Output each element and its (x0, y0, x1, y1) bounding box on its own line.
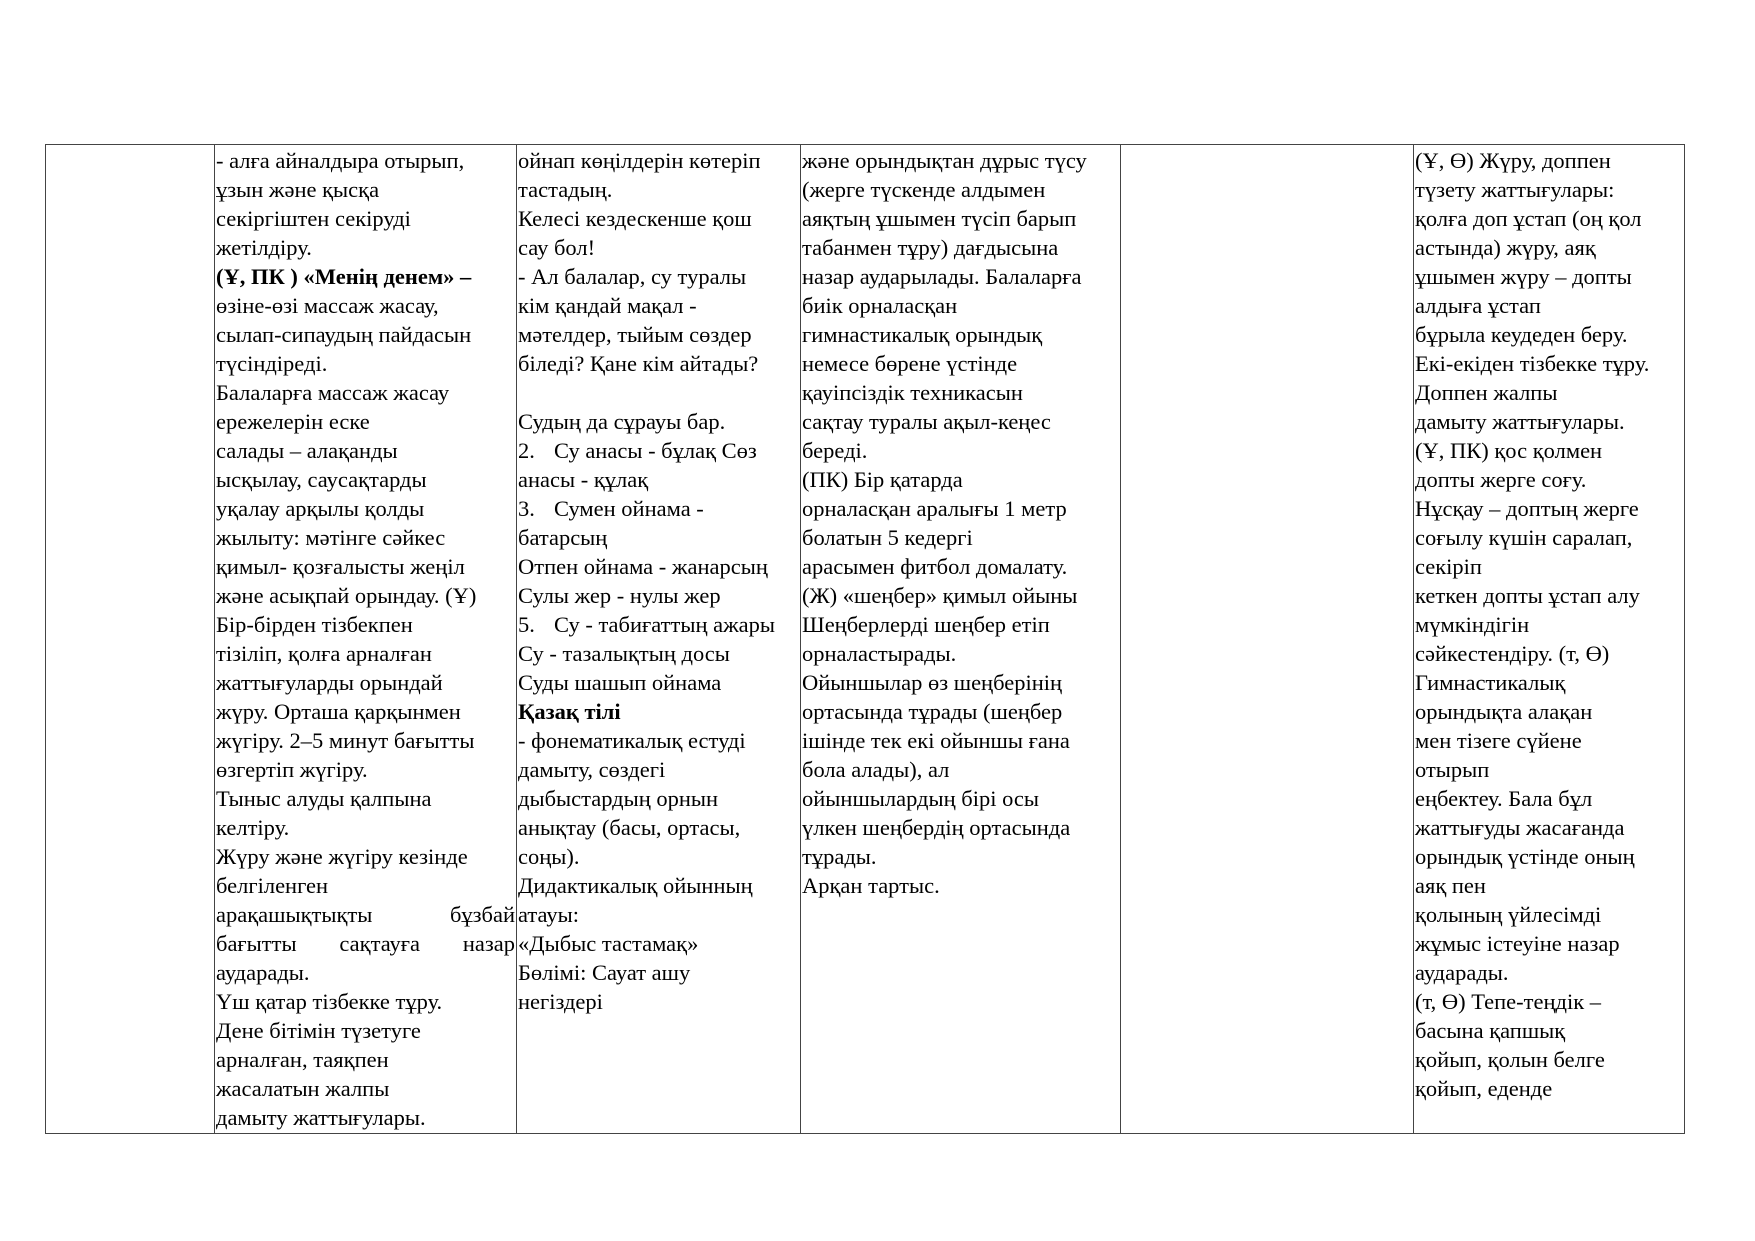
text-line: бұрыла кеудеден беру. (1415, 322, 1628, 347)
text-line: аяқ пен (1415, 873, 1486, 898)
text-line: жылыту: мәтінге сәйкес (216, 525, 446, 550)
text-line: өзіне-өзі массаж жасау, (216, 293, 439, 318)
text-line: ережелерін еске (216, 409, 370, 434)
text-line: «Дыбыс тастамақ» (518, 931, 699, 956)
text-line: секіргіштен секіруді (216, 206, 411, 231)
text-line: орналасқан аралығы 1 метр (802, 496, 1067, 521)
text-line: Жүру және жүгіру кезінде (216, 844, 468, 869)
text-line: және орындықтан дұрыс түсу (802, 148, 1087, 173)
text-line: ойыншылардың бірі осы (802, 786, 1040, 811)
text-line: (жерге түскенде алдымен (802, 177, 1046, 202)
text-line: Ойыншылар өз шеңберінің (802, 670, 1063, 695)
text-line: аударады. (216, 960, 310, 985)
text-line: сақтау туралы ақыл-кеңес (802, 409, 1051, 434)
text-line: еңбектеу. Бала бұл (1415, 786, 1593, 811)
text-line: аударады. (1415, 960, 1509, 985)
text-line: Суды шашып ойнама (518, 670, 722, 695)
text-line: допты жерге соғу. (1415, 467, 1587, 492)
text-line: - алға айналдыра отырып, (216, 148, 465, 173)
text-line: жүгіру. 2–5 минут бағытты (216, 728, 475, 753)
text-line: біледі? Қане кім айтады? (518, 351, 759, 376)
text-line: соңы). (518, 844, 580, 869)
text-line: ысқылау, саусақтарды (216, 467, 427, 492)
text-line: кім қандай мақал - (518, 293, 697, 318)
text-line: Гимнастикалық (1415, 670, 1566, 695)
text-line (518, 610, 799, 639)
text-line: орындықта алақан (1415, 699, 1593, 724)
text-line: дыбыстардың орнын (518, 786, 719, 811)
text-line: гимнастикалық орындық (802, 322, 1043, 347)
text-line: анықтау (басы, ортасы, (518, 815, 741, 840)
text-line: Келесі кездескенше қош (518, 206, 752, 231)
text-word: арақашықтықты (216, 902, 373, 927)
text-line: белгіленген (216, 873, 329, 898)
text-line: (Ж) «шеңбер» қимыл ойыны (802, 583, 1078, 608)
list-item-text: Су - табиғаттың ажары (554, 612, 775, 637)
text-line: қолға доп ұстап (оң қол (1415, 206, 1642, 231)
text-line: жұмыс істеуіне назар (1415, 931, 1620, 956)
list-item-text: Су анасы - бұлақ Сөз (554, 438, 757, 463)
text-line: сылап-сипаудың пайдасын (216, 322, 472, 347)
text-line: отырып (1415, 757, 1490, 782)
text-line: соғылу күшін саралап, (1415, 525, 1633, 550)
text-line: атауы: (518, 902, 579, 927)
text-line: Отпен ойнама - жанарсың (518, 554, 768, 579)
text-line: ойнап көңілдерін көтеріп (518, 148, 761, 173)
text-line: арналған, таяқпен (216, 1047, 389, 1072)
text-line: тізіліп, қолға арналған (216, 641, 432, 666)
text-line: ұшымен жүру – допты (1415, 264, 1632, 289)
text-line: ішінде тек екі ойыншы ғана (802, 728, 1070, 753)
text-line (518, 494, 799, 523)
table-cell-col5 (1121, 145, 1414, 1134)
text-line: жаттығуларды орындай (216, 670, 443, 695)
text-line: Дене бітімін түзетуге (216, 1018, 421, 1043)
bold-heading-line: (Ұ, ПК ) «Менің денем» – (216, 264, 472, 289)
text-line: секіріп (1415, 554, 1482, 579)
list-number: 3. (518, 496, 535, 521)
text-line: ұзын және қысқа (216, 177, 380, 202)
table-row (46, 145, 1685, 1134)
text-line: орындық үстінде оның (1415, 844, 1635, 869)
text-line: дамыту жаттығулары. (1415, 409, 1625, 434)
text-line: жетілдіру. (216, 235, 312, 260)
text-line: ортасында тұрады (шеңбер (802, 699, 1063, 724)
text-line: өзгертіп жүгіру. (216, 757, 368, 782)
text-line: береді. (802, 438, 868, 463)
blank-line (518, 378, 799, 407)
text-line: Судың да сұрауы бар. (518, 409, 726, 434)
text-line: (ПК) Бір қатарда (802, 467, 963, 492)
text-line: үлкен шеңбердің ортасында (802, 815, 1071, 840)
text-line: батарсың (518, 525, 608, 550)
text-word: сақтауға (339, 931, 421, 956)
text-line: орналастырады. (802, 641, 957, 666)
text-line: Тыныс алуды қалпына (216, 786, 432, 811)
text-word: бағытты (216, 931, 297, 956)
text-line: Сулы жер - нулы жер (518, 583, 721, 608)
text-line: аяқтың ұшымен түсіп барып (802, 206, 1077, 231)
text-line: Доппен жалпы (1415, 380, 1558, 405)
text-line: негіздері (518, 989, 603, 1014)
text-line: Дидактикалық ойынның (518, 873, 753, 898)
text-line: тұрады. (802, 844, 877, 869)
text-line: келтіру. (216, 815, 290, 840)
list-number: 5. (518, 612, 535, 637)
text-line: биік орналасқан (802, 293, 958, 318)
text-line: болатын 5 кедергі (802, 525, 973, 550)
text-line: анасы - құлақ (518, 467, 649, 492)
text-line: арасымен фитбол домалату. (802, 554, 1068, 579)
text-line: - фонематикалық естуді (518, 728, 746, 753)
bold-heading-line: Қазақ тілі (518, 699, 621, 724)
text-line (216, 900, 515, 929)
text-line: тастадың. (518, 177, 613, 202)
text-word: назар (462, 931, 515, 956)
text-line: Бөлімі: Сауат ашу (518, 960, 691, 985)
text-line: Бір-бірден тізбекпен (216, 612, 413, 637)
table-cell-col1 (46, 145, 215, 1134)
table-cell-col3 (517, 145, 801, 1134)
text-line: жаттығуды жасағанда (1415, 815, 1625, 840)
text-line: түсіндіреді. (216, 351, 328, 376)
text-line: түзету жаттығулары: (1415, 177, 1615, 202)
text-line: астында) жүру, аяқ (1415, 235, 1596, 260)
text-line: басына қапшық (1415, 1018, 1566, 1043)
text-line (216, 929, 515, 958)
text-line: қойып, еденде (1415, 1076, 1553, 1101)
text-line: салады – алақанды (216, 438, 398, 463)
text-line: мен тізеге сүйене (1415, 728, 1582, 753)
text-line: табанмен тұру) дағдысына (802, 235, 1059, 260)
text-line: бола алады), ал (802, 757, 950, 782)
table-cell-col2 (215, 145, 517, 1134)
text-line: немесе бөрене үстінде (802, 351, 1018, 376)
text-line: - Ал балалар, су туралы (518, 264, 747, 289)
text-line: сәйкестендіру. (т, Ө) (1415, 641, 1610, 666)
text-line: назар аударылады. Балаларға (802, 264, 1082, 289)
table-cell-col6 (1414, 145, 1685, 1134)
text-line: (Ұ, ПК) қос қолмен (1415, 438, 1603, 463)
text-line: Екі-екіден тізбекке тұру. (1415, 351, 1650, 376)
text-line: Нұсқау – доптың жерге (1415, 496, 1639, 521)
text-line: қауіпсіздік техникасын (802, 380, 1023, 405)
text-line: кеткен допты ұстап алу (1415, 583, 1640, 608)
text-line: Балаларға массаж жасау (216, 380, 450, 405)
text-line: Үш қатар тізбекке тұру. (216, 989, 443, 1014)
text-line: Шеңберлерді шеңбер етіп (802, 612, 1050, 637)
text-line: алдыға ұстап (1415, 293, 1541, 318)
text-line: мүмкіндігін (1415, 612, 1530, 637)
text-line: дамыту жаттығулары. (216, 1105, 426, 1130)
text-line: (Ұ, Ө) Жүру, доппен (1415, 148, 1611, 173)
list-item-text: Сумен ойнама - (554, 496, 704, 521)
text-line: қимыл- қозғалысты жеңіл (216, 554, 465, 579)
text-line: жасалатын жалпы (216, 1076, 390, 1101)
text-line: сау бол! (518, 235, 596, 260)
text-line: дамыту, сөздегі (518, 757, 666, 782)
text-word: бұзбай (449, 902, 515, 927)
lesson-plan-table (45, 144, 1685, 1134)
list-number: 2. (518, 438, 535, 463)
text-line: уқалау арқылы қолды (216, 496, 425, 521)
text-line (518, 436, 799, 465)
text-line: қолының үйлесімді (1415, 902, 1602, 927)
text-line: және асықпай орындау. (Ұ) (216, 583, 477, 608)
text-line: Су - тазалықтың досы (518, 641, 730, 666)
text-line: жүру. Орташа қарқынмен (216, 699, 461, 724)
text-line: қойып, қолын белге (1415, 1047, 1605, 1072)
text-line: мәтелдер, тыйым сөздер (518, 322, 752, 347)
table-cell-col4 (801, 145, 1121, 1134)
text-line: (т, Ө) Тепе-теңдік – (1415, 989, 1602, 1014)
text-line: Арқан тартыс. (802, 873, 940, 898)
